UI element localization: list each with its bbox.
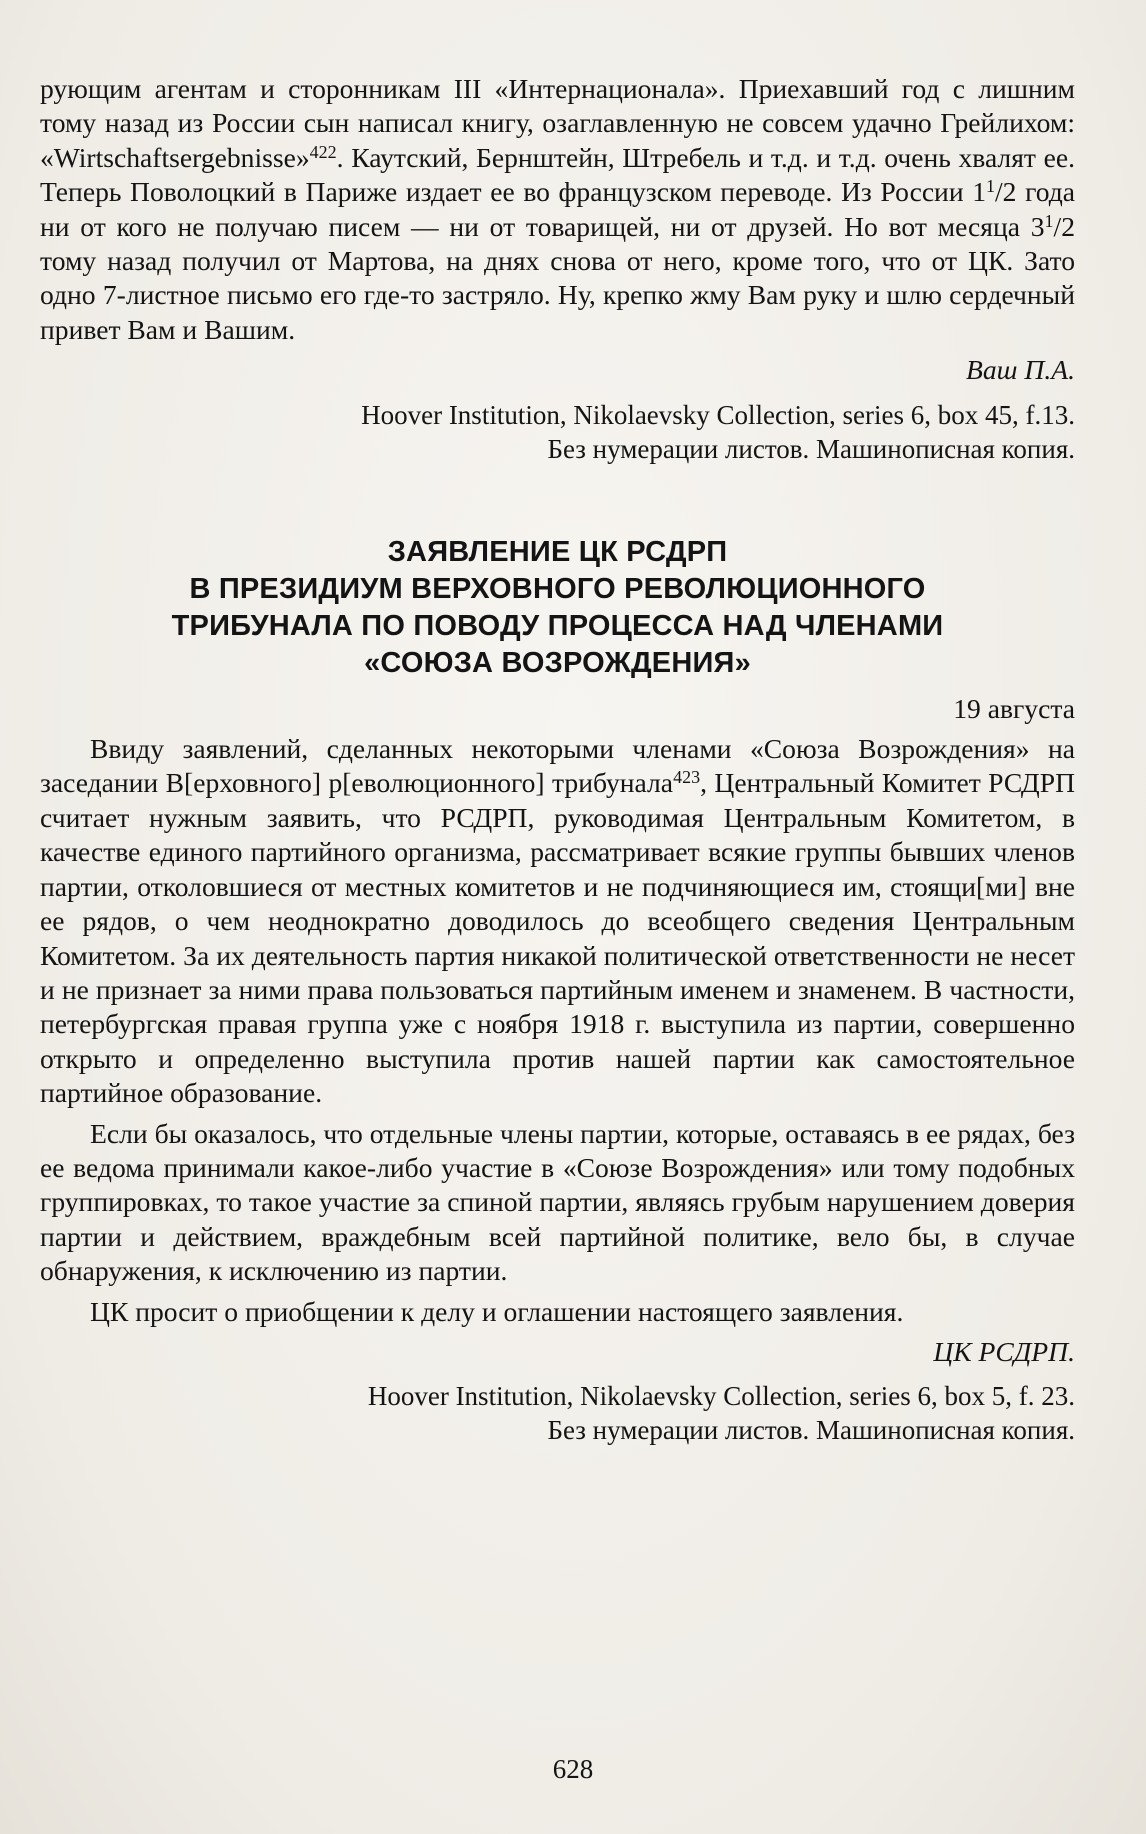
fraction-denominator: /2 — [995, 176, 1017, 208]
body-paragraph: Если бы оказалось, что отдельные члены партии, которые, оставаясь в ее рядах, без ее ведома принимали какое-либо участие в «Союзе Возрождения» или тому подобных группировках, то такое участие за спиной партии, являясь грубым нарушением доверия партии и действием, враждебным всей партийной политике, вело бы, в случае обнаружения, к исключению из партии. — [40, 1117, 1075, 1287]
text-run: . Каутский, Бернштейн, Штребель и т.д. и т.д. очень хвалят ее. Теперь Поволоцкий в Париже издает ее во французском переводе. Из России 1 — [40, 141, 1075, 208]
document-heading — [40, 534, 1075, 682]
text-run: , Центральный Комитет РСДРП считает нужным заявить, что РСДРП, руководимая Центральным Комитетом, в качестве единого партийного организма, рассматривает всякие группы бывших членов партии, отколовшиеся от местных комитетов и не подчиняющиеся им, стоящи[ми] вне ее рядов, о чем неоднократно доводилось до всеобщего сведения Центральным Комитетом. За их деятельность партия никакой политической ответственности не несет и не признает за ними права пользоваться партийным именем и знаменем. В частности, петербургская правая группа уже с ноября 1918 г. выступила из партии, совершенно открыто и определенно выступила против нашей партии как самостоятельное партийное образование. — [40, 767, 1075, 1109]
letter-closing-paragraph — [40, 72, 1075, 347]
signature: ЦК РСДРП. — [933, 1335, 1075, 1367]
source-citation: Hoover Institution, Nikolaevsky Collection, series 6, box 45, f.13. — [361, 399, 1075, 430]
text-run: рующим агентам и сторонникам III «Интернационала». Приехавший год с лишним тому назад из России сын написал книгу, озаглавленную не совсем удачно Грейлихом: «Wirtschaftsergebnisse» — [40, 73, 1075, 173]
body-paragraph: ЦК просит о приобщении к делу и оглашении настоящего заявления. — [90, 1295, 904, 1327]
document-date: 19 августа — [953, 692, 1075, 724]
signature: Ваш П.А. — [966, 354, 1075, 386]
body-paragraph — [40, 732, 1075, 1110]
text-run: тому назад получил от Мартова, на днях снова от него, кроме того, что от ЦК. Зато одно 7-листное письмо его где-то застряло. Ну, крепко жму Вам руку и шлю сердечный привет Вам и Вашим. — [40, 245, 1075, 345]
heading-line: В ПРЕЗИДИУМ ВЕРХОВНОГО РЕВОЛЮЦИОННОГО — [189, 572, 926, 605]
heading-line: ЗАЯВЛЕНИЕ ЦК РСДРП — [387, 535, 728, 568]
text-run: года ни от кого не получаю писем — ни от товарищей, ни от друзей. Но вот месяца 3 — [40, 176, 1075, 242]
source-note: Без нумерации листов. Машинописная копия. — [547, 433, 1075, 464]
footnote-ref: 422 — [309, 141, 337, 162]
text-run: Ввиду заявлений, сделанных некоторыми членами «Союза Возрождения» на заседании В[ерховного] р[еволюционного] трибунала — [40, 733, 1075, 799]
fraction-denominator: /2 — [1053, 210, 1075, 242]
heading-line: ТРИБУНАЛА ПО ПОВОДУ ПРОЦЕССА НАД ЧЛЕНАМИ — [171, 609, 944, 642]
footnote-ref: 423 — [673, 767, 701, 788]
source-citation: Hoover Institution, Nikolaevsky Collection, series 6, box 5, f. 23. — [367, 1381, 1075, 1412]
fraction-numerator: 1 — [986, 176, 995, 197]
fraction-numerator: 1 — [1044, 210, 1054, 231]
page-content — [40, 72, 1075, 1447]
heading-line: «СОЮЗА ВОЗРОЖДЕНИЯ» — [364, 646, 751, 679]
page-number: 628 — [552, 1754, 594, 1784]
source-note: Без нумерации листов. Машинописная копия. — [547, 1415, 1075, 1446]
